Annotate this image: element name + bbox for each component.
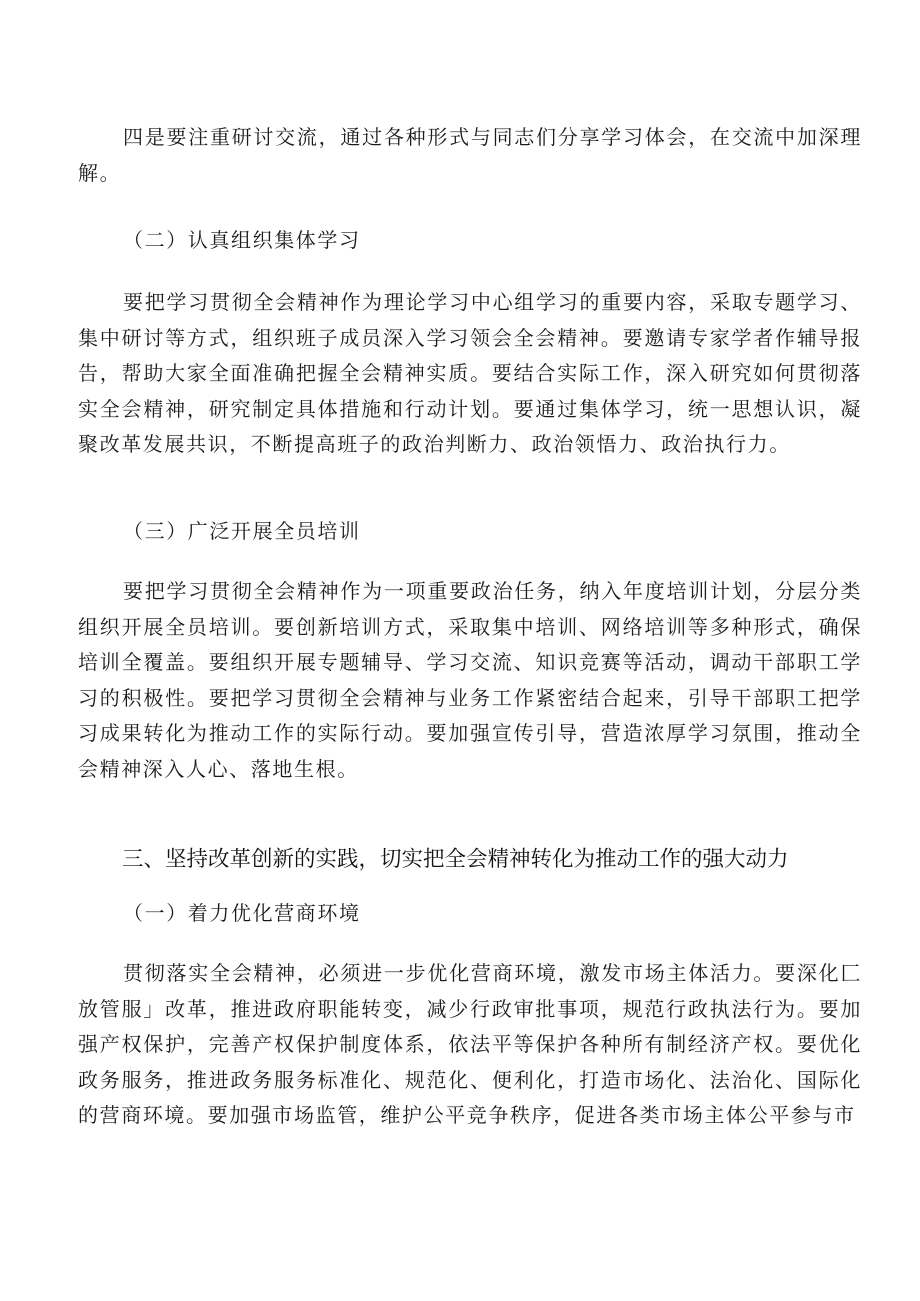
paragraph-business-environment: 贯彻落实全会精神，必须进一步优化营商环境，激发市场主体活力。要深化匚放管服」改革，推进政府职能转变，减少行政审批事项，规范行政执法行为。要加强产权保护，完善产权保护制度体系，依法平等保护各种所有制经济产权。要优化政务服务，推进政务服务标准化、规范化、便利化，打造市场化、法治化、国际化的营商环境。要加强市场监管，维护公平竞争秩序，促进各类市场主体公平参与市 [78, 961, 862, 1127]
subheading-collective-study: （二）认真组织集体学习 [123, 228, 361, 252]
section-heading-three: 三、坚持改革创新的实践，切实把全会精神转化为推动工作的强大动力 [122, 847, 789, 872]
subheading-business-environment: （一）着力优化营商环境 [123, 901, 361, 925]
paragraph-collective-study: 要把学习贯彻全会精神作为理论学习中心组学习的重要内容，采取专题学习、集中研讨等方式，组织班子成员深入学习领会全会精神。要邀请专家学者作辅导报告，帮助大家全面准确把握全会精神实质。要结合实际工作，深入研究如何贯彻落实全会精神，研究制定具体措施和行动计划。要通过集体学习，统一思想认识，凝聚改革发展共识，不断提高班子的政治判断力、政治领悟力、政治执行力。 [78, 290, 862, 456]
subheading-staff-training: （三）广泛开展全员培训 [123, 519, 361, 543]
paragraph-staff-training: 要把学习贯彻全会精神作为一项重要政治任务，纳入年度培训计划，分层分类组织开展全员培训。要创新培训方式，采取集中培训、网络培训等多种形式，确保培训全覆盖。要组织开展专题辅导、学习交流、知识竞赛等活动，调动干部职工学习的积极性。要把学习贯彻全会精神与业务工作紧密结合起来，引导干部职工把学习成果转化为推动工作的实际行动。要加强宣传引导，营造浓厚学习氛围，推动全会精神深入人心、落地生根。 [78, 579, 862, 781]
paragraph-study-exchange: 四是要注重研讨交流，通过各种形式与同志们分享学习体会，在交流中加深理解。 [78, 125, 862, 185]
